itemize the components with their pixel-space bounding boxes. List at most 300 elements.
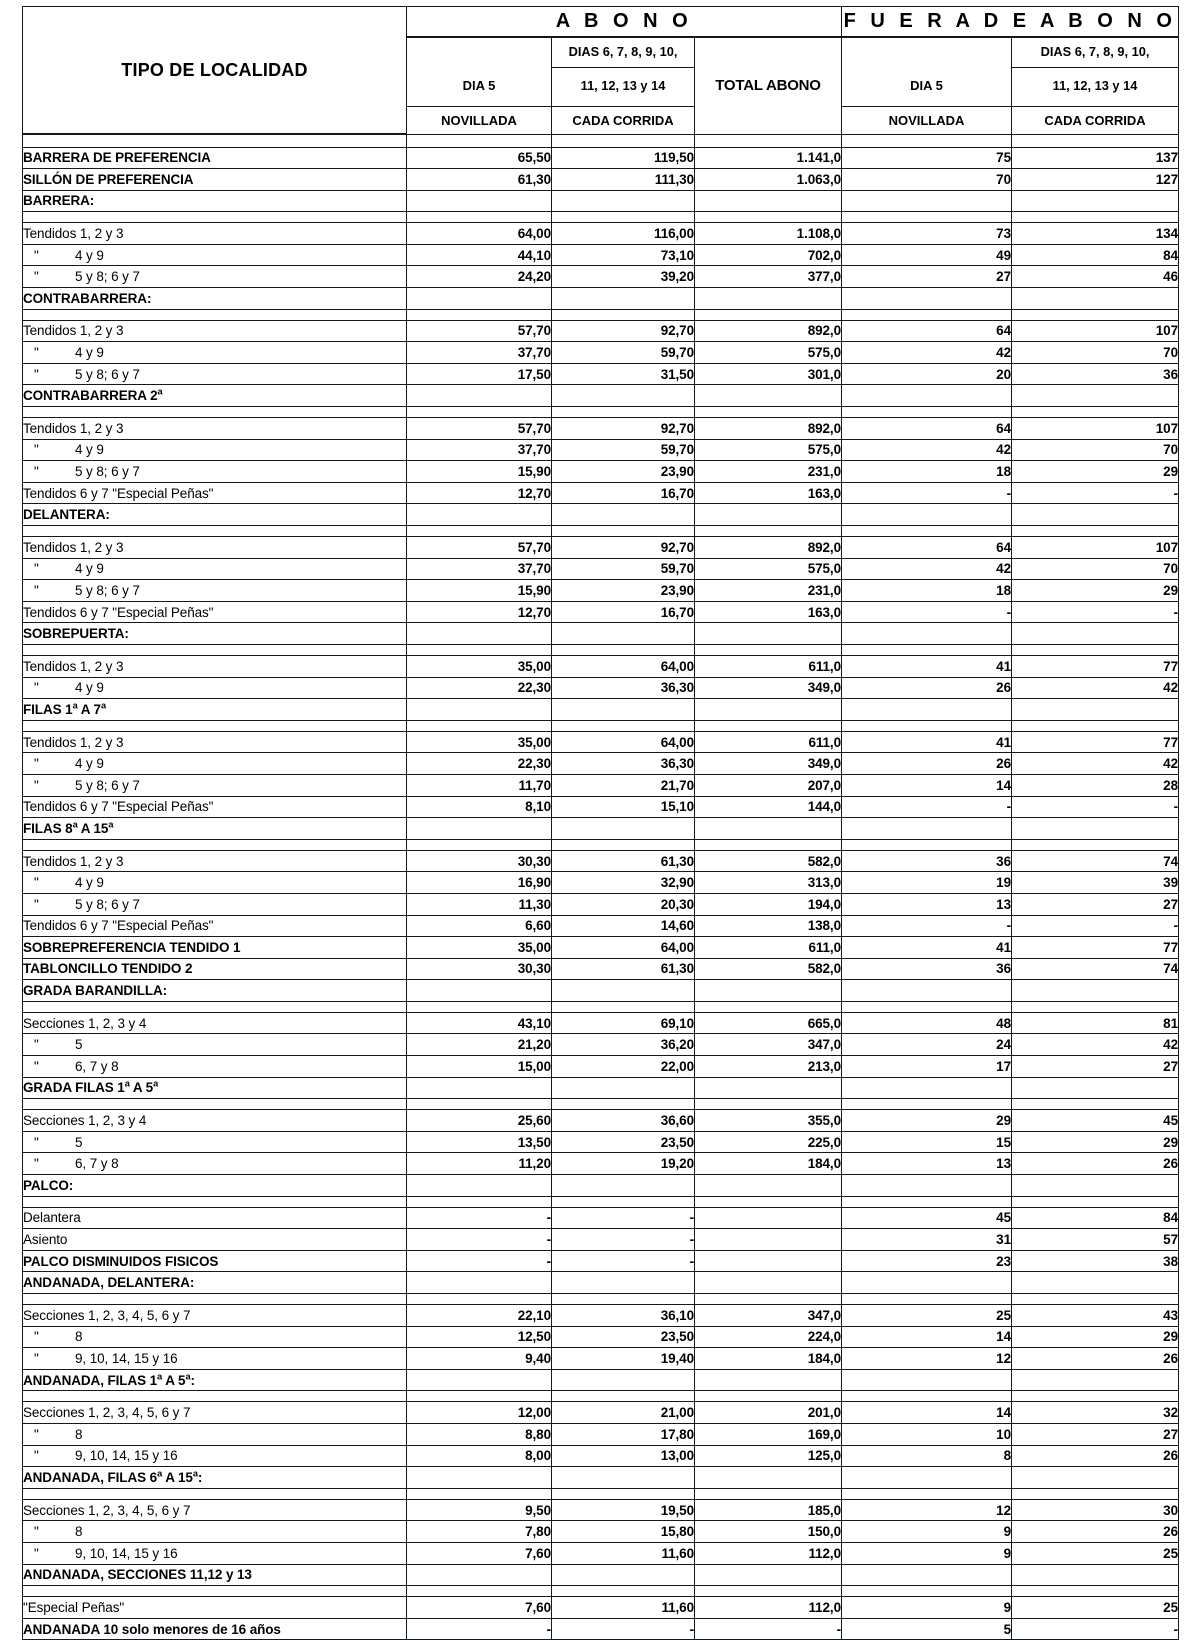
header-abono-dia5-bot: NOVILLADA xyxy=(407,106,551,134)
gap-cell xyxy=(407,1001,552,1012)
cell-abono-total: 575,0 xyxy=(695,439,842,461)
cell-abono-dia5: 57,70 xyxy=(407,320,552,342)
cell-abono-cada-corrida: 19,40 xyxy=(552,1348,695,1370)
gap-cell xyxy=(1012,309,1179,320)
cell-fuera-dia5: 64 xyxy=(842,320,1012,342)
section-label: PALCO: xyxy=(23,1175,407,1197)
cell-fuera-cada-corrida: 134 xyxy=(1012,223,1179,245)
gap-cell xyxy=(842,1294,1012,1305)
spacer-cell xyxy=(23,134,407,147)
cell-abono-cada-corrida: 36,60 xyxy=(552,1110,695,1132)
table-row xyxy=(23,1229,1179,1251)
row-label: " 4 y 9 xyxy=(23,342,407,364)
row-label: " 4 y 9 xyxy=(23,872,407,894)
table-row xyxy=(23,482,1179,504)
cell-abono-total: 611,0 xyxy=(695,731,842,753)
table-section-row xyxy=(23,1077,1179,1099)
cell-fuera-dia5: 19 xyxy=(842,872,1012,894)
section-gap-row xyxy=(23,839,1179,850)
cell-fuera-dia5: 14 xyxy=(842,1326,1012,1348)
cell-fuera-cada-corrida: 32 xyxy=(1012,1402,1179,1424)
gap-cell xyxy=(407,720,552,731)
gap-cell xyxy=(695,1488,842,1499)
cell-fuera-cada-corrida xyxy=(1012,699,1179,721)
table-row xyxy=(23,1305,1179,1327)
cell-abono-dia5: 22,30 xyxy=(407,753,552,775)
cell-abono-cada-corrida xyxy=(552,1564,695,1586)
table-section-row xyxy=(23,190,1179,212)
cell-fuera-dia5: 18 xyxy=(842,461,1012,483)
cell-abono-cada-corrida xyxy=(552,980,695,1002)
cell-abono-total: 892,0 xyxy=(695,320,842,342)
gap-cell xyxy=(552,407,695,418)
gap-cell xyxy=(552,839,695,850)
row-label: Tendidos 1, 2 y 3 xyxy=(23,537,407,559)
cell-abono-dia5: 65,50 xyxy=(407,147,552,169)
cell-abono-dia5 xyxy=(407,980,552,1002)
cell-fuera-cada-corrida xyxy=(1012,1077,1179,1099)
cell-abono-total: 702,0 xyxy=(695,244,842,266)
cell-fuera-cada-corrida: 27 xyxy=(1012,893,1179,915)
row-label: BARRERA DE PREFERENCIA xyxy=(23,147,407,169)
cell-abono-cada-corrida: 59,70 xyxy=(552,342,695,364)
row-label: " 4 y 9 xyxy=(23,439,407,461)
cell-abono-total: 892,0 xyxy=(695,418,842,440)
cell-abono-dia5: 64,00 xyxy=(407,223,552,245)
table-row xyxy=(23,320,1179,342)
row-label: Secciones 1, 2, 3 y 4 xyxy=(23,1110,407,1132)
table-row xyxy=(23,1153,1179,1175)
cell-abono-cada-corrida: 16,70 xyxy=(552,601,695,623)
cell-abono-total: 213,0 xyxy=(695,1056,842,1078)
cell-abono-cada-corrida: 69,10 xyxy=(552,1012,695,1034)
table-body xyxy=(23,134,1179,1640)
cell-fuera-dia5 xyxy=(842,1272,1012,1294)
row-label: " 5 y 8; 6 y 7 xyxy=(23,580,407,602)
cell-abono-cada-corrida: 17,80 xyxy=(552,1423,695,1445)
cell-abono-total: 163,0 xyxy=(695,482,842,504)
cell-fuera-cada-corrida xyxy=(1012,504,1179,526)
cell-fuera-cada-corrida: 70 xyxy=(1012,558,1179,580)
gap-cell xyxy=(842,212,1012,223)
cell-fuera-cada-corrida xyxy=(1012,1272,1179,1294)
cell-abono-dia5: 16,90 xyxy=(407,872,552,894)
cell-fuera-cada-corrida: 84 xyxy=(1012,244,1179,266)
cell-abono-total xyxy=(695,385,842,407)
cell-fuera-cada-corrida: - xyxy=(1012,1618,1179,1640)
row-label: " 8 xyxy=(23,1326,407,1348)
table-row xyxy=(23,958,1179,980)
cell-abono-total: 138,0 xyxy=(695,915,842,937)
cell-fuera-cada-corrida: 107 xyxy=(1012,537,1179,559)
cell-abono-total: 349,0 xyxy=(695,753,842,775)
cell-abono-cada-corrida: 36,30 xyxy=(552,677,695,699)
table-row xyxy=(23,223,1179,245)
cell-fuera-dia5: 42 xyxy=(842,342,1012,364)
table-row xyxy=(23,601,1179,623)
cell-abono-cada-corrida: 36,20 xyxy=(552,1034,695,1056)
cell-abono-dia5: - xyxy=(407,1207,552,1229)
cell-abono-total: 892,0 xyxy=(695,537,842,559)
row-label: Tendidos 1, 2 y 3 xyxy=(23,223,407,245)
table-section-row xyxy=(23,1175,1179,1197)
cell-abono-cada-corrida: - xyxy=(552,1229,695,1251)
table-row xyxy=(23,266,1179,288)
cell-fuera-dia5: 36 xyxy=(842,958,1012,980)
gap-cell xyxy=(695,1391,842,1402)
row-label: Asiento xyxy=(23,1229,407,1251)
row-label: " 8 xyxy=(23,1521,407,1543)
cell-fuera-cada-corrida xyxy=(1012,818,1179,840)
gap-cell xyxy=(695,309,842,320)
cell-fuera-cada-corrida xyxy=(1012,288,1179,310)
cell-abono-total xyxy=(695,699,842,721)
header-fuera-dia5 xyxy=(842,37,1012,135)
row-label: " 9, 10, 14, 15 y 16 xyxy=(23,1445,407,1467)
cell-fuera-dia5: 64 xyxy=(842,537,1012,559)
cell-abono-total: 313,0 xyxy=(695,872,842,894)
cell-fuera-cada-corrida: 43 xyxy=(1012,1305,1179,1327)
gap-cell xyxy=(1012,212,1179,223)
cell-fuera-cada-corrida: 29 xyxy=(1012,1131,1179,1153)
table-row xyxy=(23,731,1179,753)
cell-abono-dia5: 8,00 xyxy=(407,1445,552,1467)
cell-fuera-cada-corrida: 84 xyxy=(1012,1207,1179,1229)
table-row xyxy=(23,1034,1179,1056)
row-label: " 6, 7 y 8 xyxy=(23,1056,407,1078)
gap-cell xyxy=(552,526,695,537)
gap-cell xyxy=(552,720,695,731)
cell-abono-dia5: 37,70 xyxy=(407,342,552,364)
cell-fuera-cada-corrida: 77 xyxy=(1012,655,1179,677)
cell-fuera-dia5: 14 xyxy=(842,774,1012,796)
cell-abono-dia5 xyxy=(407,190,552,212)
table-row xyxy=(23,461,1179,483)
gap-cell xyxy=(842,526,1012,537)
cell-abono-dia5: 11,20 xyxy=(407,1153,552,1175)
cell-fuera-dia5: - xyxy=(842,796,1012,818)
cell-fuera-dia5: 24 xyxy=(842,1034,1012,1056)
cell-fuera-dia5: 5 xyxy=(842,1618,1012,1640)
header-abono-dias-mid: 11, 12, 13 y 14 xyxy=(580,78,666,94)
gap-cell xyxy=(1012,839,1179,850)
row-label: " 4 y 9 xyxy=(23,753,407,775)
table-row xyxy=(23,655,1179,677)
cell-abono-cada-corrida: - xyxy=(552,1207,695,1229)
section-gap-row xyxy=(23,526,1179,537)
cell-abono-cada-corrida: 11,60 xyxy=(552,1597,695,1619)
cell-fuera-cada-corrida xyxy=(1012,190,1179,212)
gap-cell xyxy=(695,1586,842,1597)
header-fuera-dia5-bot: NOVILLADA xyxy=(842,106,1011,134)
table-section-row xyxy=(23,1369,1179,1391)
cell-abono-total: 1.063,0 xyxy=(695,169,842,191)
gap-cell xyxy=(842,1099,1012,1110)
cell-abono-cada-corrida: 64,00 xyxy=(552,937,695,959)
header-abono-cada-corrida xyxy=(552,37,695,135)
cell-fuera-cada-corrida: 28 xyxy=(1012,774,1179,796)
cell-abono-total: 207,0 xyxy=(695,774,842,796)
header-group-abono: A B O N O xyxy=(407,7,842,37)
cell-abono-dia5: 15,90 xyxy=(407,580,552,602)
cell-abono-total: 184,0 xyxy=(695,1348,842,1370)
cell-abono-cada-corrida xyxy=(552,1369,695,1391)
gap-cell xyxy=(407,1488,552,1499)
table-row xyxy=(23,774,1179,796)
localidad-price-table xyxy=(22,6,1179,1640)
cell-fuera-cada-corrida: 74 xyxy=(1012,850,1179,872)
row-label: " 8 xyxy=(23,1423,407,1445)
table-row xyxy=(23,439,1179,461)
cell-abono-dia5: 35,00 xyxy=(407,731,552,753)
gap-cell xyxy=(842,1586,1012,1597)
row-label: ANDANADA 10 solo menores de 16 años xyxy=(23,1618,407,1640)
table-section-row xyxy=(23,1564,1179,1586)
table-section-row xyxy=(23,623,1179,645)
cell-fuera-dia5: 31 xyxy=(842,1229,1012,1251)
row-label: Delantera xyxy=(23,1207,407,1229)
section-label: FILAS 1$^a$ A 7$^a$ xyxy=(23,699,407,721)
cell-abono-total: 194,0 xyxy=(695,893,842,915)
cell-fuera-dia5: 14 xyxy=(842,1402,1012,1424)
cell-abono-total: 125,0 xyxy=(695,1445,842,1467)
cell-abono-total: 224,0 xyxy=(695,1326,842,1348)
cell-fuera-cada-corrida: 127 xyxy=(1012,169,1179,191)
cell-abono-total: 225,0 xyxy=(695,1131,842,1153)
gap-cell xyxy=(695,1294,842,1305)
cell-abono-cada-corrida: 20,30 xyxy=(552,893,695,915)
cell-abono-cada-corrida: 64,00 xyxy=(552,655,695,677)
header-abono-dias-bot: CADA CORRIDA xyxy=(552,106,694,134)
gap-cell xyxy=(407,407,552,418)
cell-abono-cada-corrida: 32,90 xyxy=(552,872,695,894)
row-label: "Especial Peñas" xyxy=(23,1597,407,1619)
cell-fuera-cada-corrida: 38 xyxy=(1012,1250,1179,1272)
table-row xyxy=(23,1012,1179,1034)
cell-fuera-dia5: 10 xyxy=(842,1423,1012,1445)
gap-cell xyxy=(695,1099,842,1110)
cell-fuera-dia5: 41 xyxy=(842,937,1012,959)
cell-abono-total: 355,0 xyxy=(695,1110,842,1132)
cell-abono-dia5: 12,00 xyxy=(407,1402,552,1424)
cell-abono-total: 231,0 xyxy=(695,461,842,483)
cell-abono-total: 184,0 xyxy=(695,1153,842,1175)
spacer-cell xyxy=(1012,134,1179,147)
section-label: BARRERA: xyxy=(23,190,407,212)
table-row xyxy=(23,342,1179,364)
cell-abono-dia5 xyxy=(407,1175,552,1197)
table-row xyxy=(23,1445,1179,1467)
table-row xyxy=(23,893,1179,915)
cell-abono-total: 582,0 xyxy=(695,850,842,872)
gap-cell xyxy=(552,1294,695,1305)
section-gap-row xyxy=(23,1294,1179,1305)
cell-abono-dia5: 8,10 xyxy=(407,796,552,818)
gap-cell xyxy=(1012,1099,1179,1110)
cell-abono-total xyxy=(695,980,842,1002)
gap-cell xyxy=(23,1099,407,1110)
cell-abono-total: 349,0 xyxy=(695,677,842,699)
cell-abono-cada-corrida xyxy=(552,190,695,212)
cell-fuera-dia5: 75 xyxy=(842,147,1012,169)
gap-cell xyxy=(407,1294,552,1305)
cell-fuera-cada-corrida: 70 xyxy=(1012,342,1179,364)
cell-abono-cada-corrida xyxy=(552,288,695,310)
cell-abono-dia5: - xyxy=(407,1250,552,1272)
gap-cell xyxy=(552,1099,695,1110)
gap-cell xyxy=(695,212,842,223)
cell-abono-dia5: 24,20 xyxy=(407,266,552,288)
cell-abono-total: 575,0 xyxy=(695,558,842,580)
cell-fuera-cada-corrida xyxy=(1012,1564,1179,1586)
cell-abono-cada-corrida: 14,60 xyxy=(552,915,695,937)
cell-abono-dia5: 25,60 xyxy=(407,1110,552,1132)
gap-cell xyxy=(1012,407,1179,418)
cell-fuera-dia5: 13 xyxy=(842,1153,1012,1175)
row-label: " 5 y 8; 6 y 7 xyxy=(23,363,407,385)
cell-abono-cada-corrida: 73,10 xyxy=(552,244,695,266)
cell-abono-dia5 xyxy=(407,623,552,645)
row-label: Secciones 1, 2, 3, 4, 5, 6 y 7 xyxy=(23,1305,407,1327)
cell-abono-total: 377,0 xyxy=(695,266,842,288)
cell-fuera-cada-corrida: 45 xyxy=(1012,1110,1179,1132)
gap-cell xyxy=(407,839,552,850)
cell-fuera-cada-corrida: 26 xyxy=(1012,1348,1179,1370)
table-row xyxy=(23,558,1179,580)
cell-fuera-dia5: 42 xyxy=(842,439,1012,461)
cell-abono-cada-corrida: 36,10 xyxy=(552,1305,695,1327)
table-section-row xyxy=(23,1467,1179,1489)
row-label: Secciones 1, 2, 3, 4, 5, 6 y 7 xyxy=(23,1499,407,1521)
gap-cell xyxy=(842,1001,1012,1012)
spacer-cell xyxy=(695,134,842,147)
row-label: SOBREPREFERENCIA TENDIDO 1 xyxy=(23,937,407,959)
gap-cell xyxy=(1012,1294,1179,1305)
row-label: " 5 xyxy=(23,1034,407,1056)
section-label: FILAS 8$^a$ A 15$^a$ xyxy=(23,818,407,840)
row-label: Tendidos 1, 2 y 3 xyxy=(23,418,407,440)
cell-fuera-cada-corrida: 42 xyxy=(1012,753,1179,775)
section-gap-row xyxy=(23,720,1179,731)
cell-fuera-cada-corrida: - xyxy=(1012,915,1179,937)
cell-fuera-cada-corrida: 57 xyxy=(1012,1229,1179,1251)
cell-fuera-cada-corrida: 77 xyxy=(1012,937,1179,959)
gap-cell xyxy=(842,720,1012,731)
cell-fuera-cada-corrida: 36 xyxy=(1012,363,1179,385)
gap-cell xyxy=(1012,644,1179,655)
cell-abono-cada-corrida: 13,00 xyxy=(552,1445,695,1467)
gap-cell xyxy=(695,644,842,655)
cell-abono-cada-corrida: 111,30 xyxy=(552,169,695,191)
table-row xyxy=(23,1207,1179,1229)
gap-cell xyxy=(695,1001,842,1012)
cell-abono-cada-corrida: 116,00 xyxy=(552,223,695,245)
header-abono-dias-top: DIAS 6, 7, 8, 9, 10, xyxy=(552,38,694,68)
cell-fuera-cada-corrida: 70 xyxy=(1012,439,1179,461)
cell-abono-cada-corrida: 119,50 xyxy=(552,147,695,169)
cell-fuera-dia5 xyxy=(842,1077,1012,1099)
table-row xyxy=(23,915,1179,937)
gap-cell xyxy=(552,1488,695,1499)
cell-fuera-dia5 xyxy=(842,1564,1012,1586)
table-row xyxy=(23,1521,1179,1543)
cell-fuera-cada-corrida: 25 xyxy=(1012,1542,1179,1564)
table-section-row xyxy=(23,1272,1179,1294)
table-row xyxy=(23,1618,1179,1640)
header-total-abono: TOTAL ABONO xyxy=(695,37,842,135)
gap-cell xyxy=(695,839,842,850)
cell-abono-cada-corrida: 16,70 xyxy=(552,482,695,504)
cell-fuera-cada-corrida: 81 xyxy=(1012,1012,1179,1034)
cell-abono-total: 1.108,0 xyxy=(695,223,842,245)
cell-fuera-dia5: 20 xyxy=(842,363,1012,385)
cell-fuera-dia5 xyxy=(842,818,1012,840)
cell-abono-total: - xyxy=(695,1618,842,1640)
row-label: Tendidos 6 y 7 "Especial Peñas" xyxy=(23,915,407,937)
gap-cell xyxy=(23,1294,407,1305)
cell-abono-total xyxy=(695,1229,842,1251)
cell-abono-dia5: 30,30 xyxy=(407,958,552,980)
cell-fuera-dia5: 8 xyxy=(842,1445,1012,1467)
cell-abono-total xyxy=(695,504,842,526)
cell-abono-total: 169,0 xyxy=(695,1423,842,1445)
cell-fuera-cada-corrida: 30 xyxy=(1012,1499,1179,1521)
cell-fuera-dia5: - xyxy=(842,482,1012,504)
header-abono-dia5-top xyxy=(407,38,551,68)
cell-abono-cada-corrida: 39,20 xyxy=(552,266,695,288)
cell-abono-dia5: 30,30 xyxy=(407,850,552,872)
gap-cell xyxy=(695,720,842,731)
cell-fuera-cada-corrida: 26 xyxy=(1012,1153,1179,1175)
cell-fuera-cada-corrida xyxy=(1012,623,1179,645)
gap-cell xyxy=(23,1391,407,1402)
row-label: Tendidos 1, 2 y 3 xyxy=(23,731,407,753)
cell-fuera-cada-corrida: 39 xyxy=(1012,872,1179,894)
header-abono-dia5-mid: DIA 5 xyxy=(462,78,496,94)
cell-abono-cada-corrida: 59,70 xyxy=(552,439,695,461)
cell-abono-dia5: 9,40 xyxy=(407,1348,552,1370)
cell-fuera-dia5: 64 xyxy=(842,418,1012,440)
cell-fuera-dia5 xyxy=(842,190,1012,212)
header-fuera-dias-bot: CADA CORRIDA xyxy=(1012,106,1178,134)
cell-abono-total xyxy=(695,1564,842,1586)
cell-abono-cada-corrida: 61,30 xyxy=(552,850,695,872)
cell-abono-total xyxy=(695,288,842,310)
section-label: GRADA BARANDILLA: xyxy=(23,980,407,1002)
cell-fuera-dia5 xyxy=(842,288,1012,310)
cell-abono-dia5: 37,70 xyxy=(407,439,552,461)
gap-cell xyxy=(1012,526,1179,537)
cell-fuera-dia5: 42 xyxy=(842,558,1012,580)
cell-fuera-dia5: 17 xyxy=(842,1056,1012,1078)
section-label: CONTRABARRERA 2$^a$ xyxy=(23,385,407,407)
cell-abono-total xyxy=(695,623,842,645)
header-fuera-dias-top: DIAS 6, 7, 8, 9, 10, xyxy=(1012,38,1178,68)
cell-abono-cada-corrida: 23,50 xyxy=(552,1326,695,1348)
gap-cell xyxy=(695,526,842,537)
gap-cell xyxy=(407,1099,552,1110)
cell-fuera-dia5: 29 xyxy=(842,1110,1012,1132)
cell-abono-cada-corrida: - xyxy=(552,1618,695,1640)
row-label: Secciones 1, 2, 3, 4, 5, 6 y 7 xyxy=(23,1402,407,1424)
cell-abono-dia5 xyxy=(407,1272,552,1294)
cell-fuera-cada-corrida: 74 xyxy=(1012,958,1179,980)
section-label: ANDANADA, FILAS 1$^a$ A 5$^a$: xyxy=(23,1369,407,1391)
cell-abono-total: 611,0 xyxy=(695,655,842,677)
table-header xyxy=(23,7,1179,135)
gap-cell xyxy=(552,1196,695,1207)
cell-fuera-cada-corrida: - xyxy=(1012,796,1179,818)
